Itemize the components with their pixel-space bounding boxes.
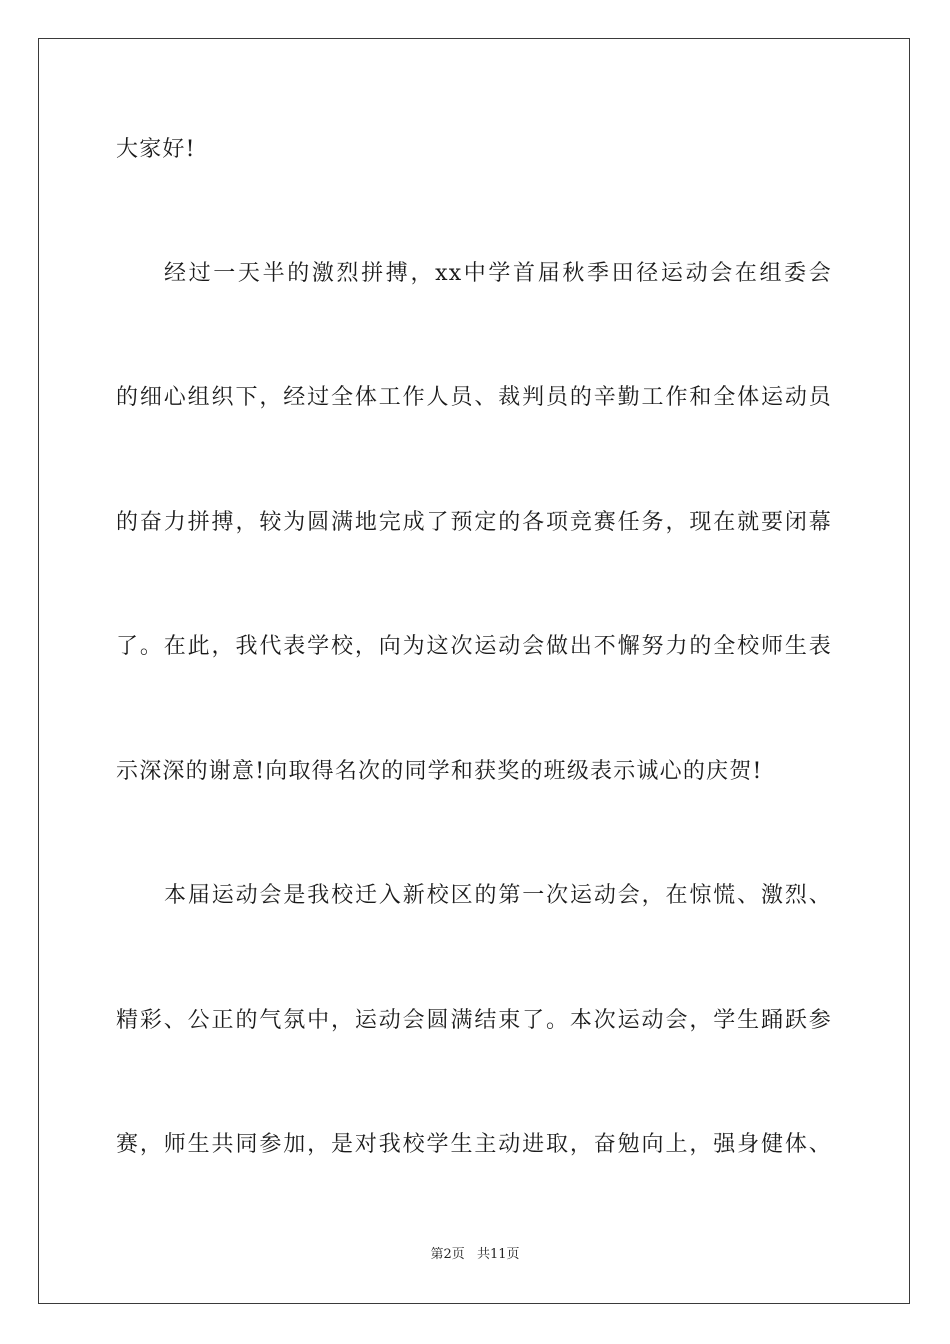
page-footer — [0, 1246, 950, 1264]
body-text-line: 了。在此，我代表学校，向为这次运动会做出不懈努力的全校师生表 — [116, 634, 832, 659]
body-text-line: 本届运动会是我校迁入新校区的第一次运动会，在惊慌、激烈、 — [164, 883, 832, 908]
body-text-line: 赛，师生共同参加，是对我校学生主动进取，奋勉向上，强身健体、 — [116, 1132, 832, 1157]
body-text-line: 的奋力拼搏，较为圆满地完成了预定的各项竞赛任务，现在就要闭幕 — [116, 510, 832, 535]
greeting-line: 大家好! — [116, 137, 196, 162]
body-text-line: 精彩、公正的气氛中，运动会圆满结束了。本次运动会，学生踊跃参 — [116, 1008, 832, 1033]
total-pages: 共11页 — [476, 1247, 520, 1262]
page-number: 第2页 — [430, 1247, 465, 1262]
body-text-line: 经过一天半的激烈拼搏，xx中学首届秋季田径运动会在组委会 — [164, 261, 832, 286]
page-border — [38, 38, 910, 1304]
body-text-line: 的细心组织下，经过全体工作人员、裁判员的辛勤工作和全体运动员 — [116, 385, 832, 410]
body-text-line: 示深深的谢意!向取得名次的同学和获奖的班级表示诚心的庆贺! — [116, 759, 763, 784]
